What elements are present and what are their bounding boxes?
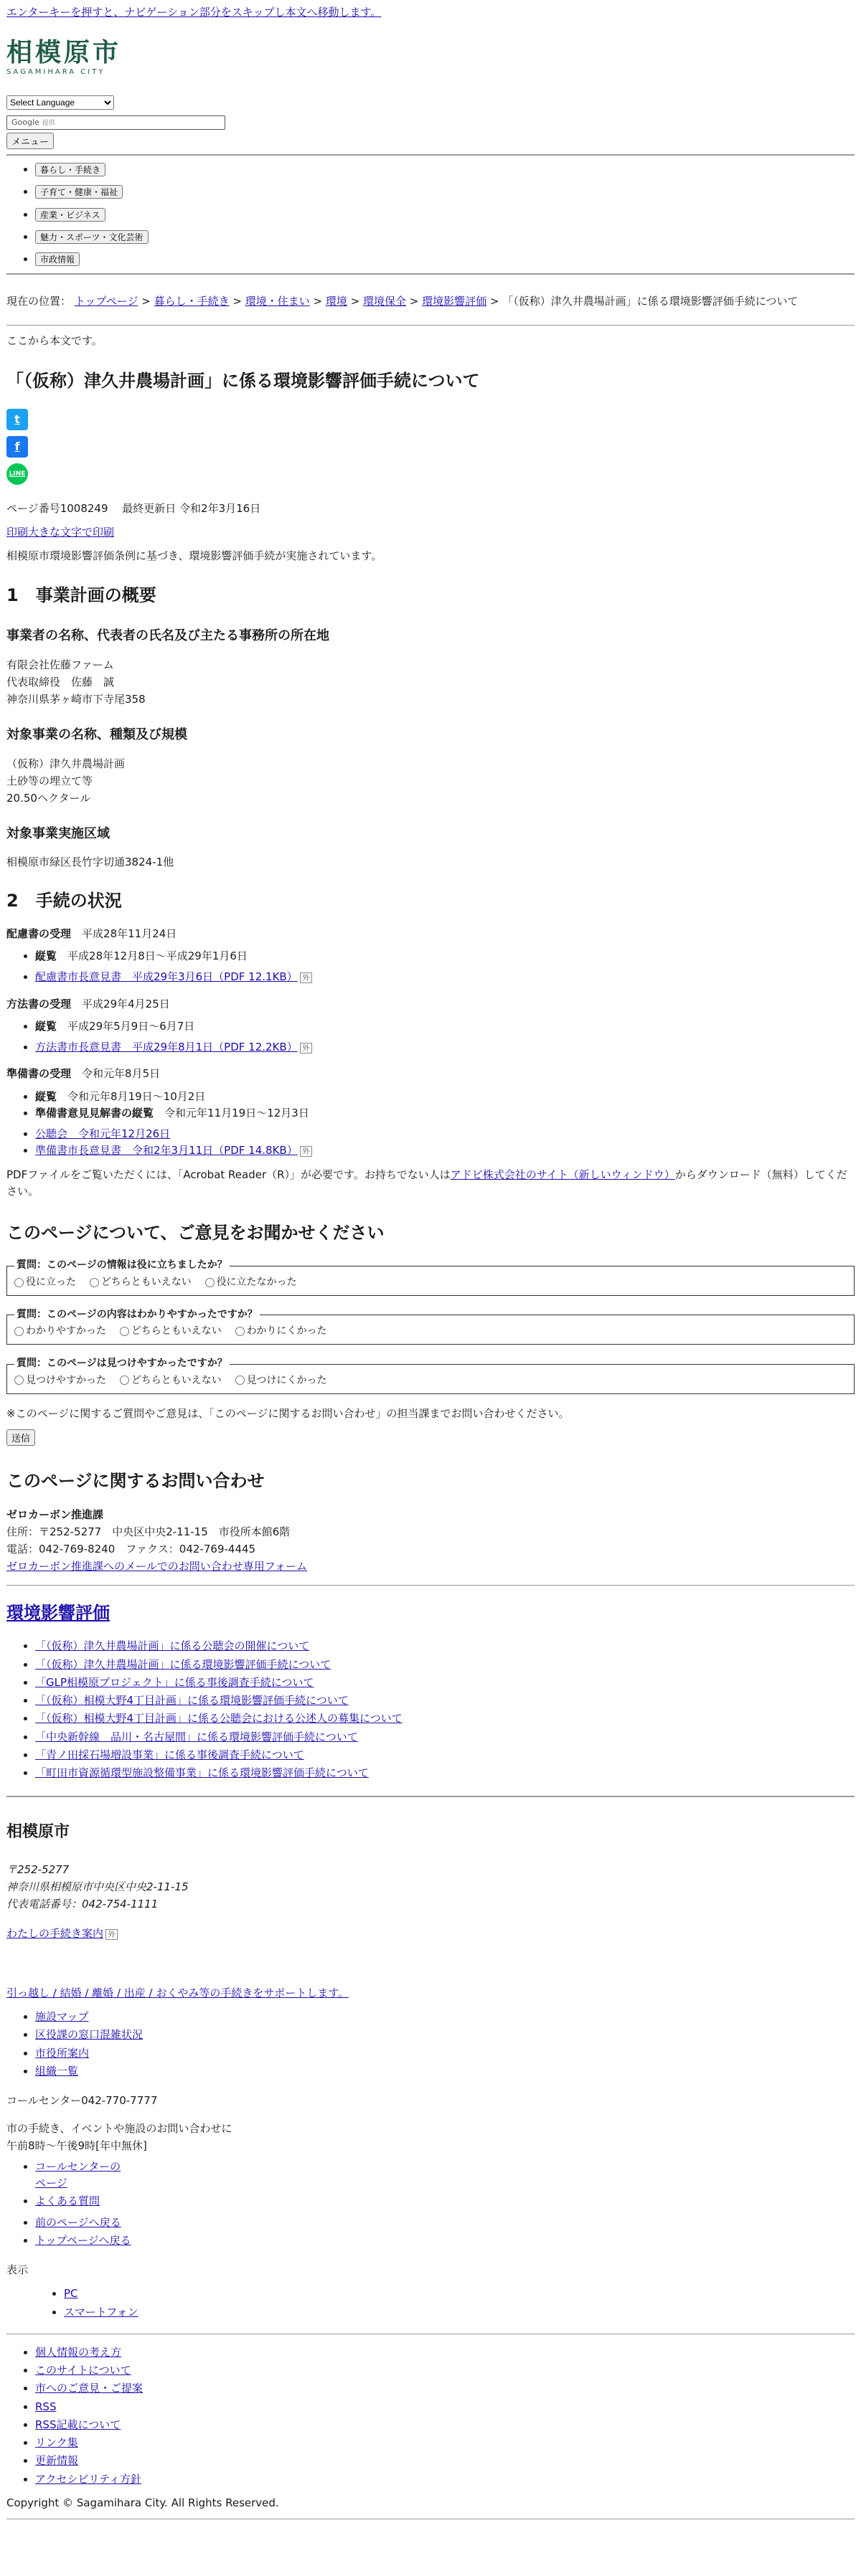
radio-button[interactable] — [90, 1278, 99, 1287]
list-item — [35, 1089, 855, 1105]
twitter-share-button[interactable] — [6, 409, 28, 430]
display-pc-link[interactable]: PC — [64, 2287, 78, 2301]
call-center-hours: 午前8時～午後9時[年中無休] — [6, 2139, 147, 2152]
business-heading: 事業者の名称、代表者の氏名及び主たる事務所の所在地 — [6, 628, 329, 643]
intro-text: 相模原市環境影響評価条例に基づき、環境影響評価手続が実施されています。 — [6, 549, 382, 563]
radio-option[interactable] — [90, 1277, 192, 1288]
list-item — [35, 1729, 855, 1746]
related-pages — [6, 1600, 855, 1781]
list-item — [35, 1675, 855, 1691]
procedure-guide-link[interactable]: わたしの手続き案内 — [6, 1926, 104, 1940]
related-link[interactable]: 「町田市資源循環型施設整備事業」に係る環境影響評価手続について — [35, 1766, 369, 1780]
external-icon: 外 — [300, 972, 312, 983]
stage-heading — [6, 926, 855, 942]
submit-button[interactable]: 送信 — [6, 1429, 35, 1446]
global-nav — [6, 161, 855, 267]
top-link[interactable]: トップページへ戻る — [35, 2233, 131, 2247]
footer-link[interactable]: 個人情報の考え方 — [35, 2345, 122, 2359]
section2-heading: 2 手続の状況 — [6, 890, 122, 911]
nav-industry[interactable]: 産業・ビジネス — [35, 208, 105, 222]
footer-link[interactable]: 区役課の窓口混雑状況 — [35, 2028, 144, 2042]
language-select[interactable] — [6, 95, 114, 110]
list-item — [35, 2045, 855, 2062]
list-item — [35, 2344, 855, 2361]
footer-link[interactable]: RSS — [35, 2400, 57, 2413]
breadcrumb-prefix: 現在の位置： — [6, 295, 72, 308]
copyright: Copyright © Sagamihara City. All Rights Reserved. — [6, 2496, 279, 2509]
call-center-desc: 市の手続き、イベントや施設のお問い合わせに — [6, 2122, 232, 2136]
skip-navigation-link[interactable]: エンターキーを押すと、ナビゲーション部分をスキップし本文へ移動します。 — [6, 6, 382, 19]
list-item — [35, 2362, 855, 2379]
breadcrumb: 現在の位置： トップページ > 暮らし・手続き > 環境・住まい > 環境 > 環境保全 > 環境影響評価 > 「（仮称）津久井農場計画」に係る環境影響評価手続について — [6, 295, 799, 308]
list-item — [35, 2009, 855, 2025]
external-icon: 外 — [300, 1146, 312, 1157]
feedback-question-1 — [6, 1258, 855, 1295]
call-center-link[interactable]: コールセンターの ページ — [35, 2159, 121, 2190]
list-item — [35, 1657, 855, 1673]
related-link[interactable]: 「（仮称）相模大野4丁目計画」に係る環境影響評価手続について — [35, 1694, 349, 1708]
pdf-note — [6, 1167, 855, 1201]
list-item — [35, 2453, 855, 2469]
radio-button[interactable] — [14, 1375, 24, 1385]
business-line: 代表取締役 佐藤 誠 — [6, 675, 115, 688]
footer-link[interactable]: RSS記載について — [35, 2418, 121, 2431]
footer-link[interactable]: このサイトについて — [35, 2364, 131, 2377]
area-text: 相模原市緑区長竹字切通3824-1他 — [6, 855, 174, 868]
footer-link[interactable]: リンク集 — [35, 2436, 78, 2450]
footer-address: 神奈川県相模原市中央区中央2-11-15 — [6, 1880, 189, 1893]
body-start-text: ここから本文です。 — [6, 333, 103, 347]
related-link[interactable]: 「（仮称）津久井農場計画」に係る公聴会の開催について — [35, 1639, 310, 1653]
twitter-icon: t — [14, 412, 20, 426]
breadcrumb-current: 「（仮称）津久井農場計画」に係る環境影響評価手続について — [502, 295, 799, 308]
business-line: 有限会社佐藤ファーム — [6, 658, 114, 671]
list-item — [35, 2063, 855, 2080]
radio-label: どちらともいえない — [131, 1325, 222, 1337]
google-label: Google — [11, 117, 39, 127]
question-legend: 質問：このページは見つけやすかったですか？ — [17, 1358, 227, 1370]
list-item — [35, 1638, 855, 1654]
list-item — [64, 2304, 855, 2321]
related-link[interactable]: 「（仮称）相模大野4丁目計画」に係る公聴会における公述人の募集について — [35, 1712, 403, 1725]
list-item — [35, 2159, 136, 2192]
radio-option[interactable] — [14, 1325, 106, 1337]
project-heading: 対象事業の名称、種類及び規模 — [6, 726, 187, 742]
related-link[interactable]: 「GLP相模原プロジェクト」に係る事後調査手続について — [35, 1675, 314, 1689]
footer-tel: 代表電話番号：042-754-1111 — [6, 1897, 159, 1910]
footer-link[interactable]: 市へのご意見・ご提案 — [35, 2382, 144, 2395]
stage-date: 平成29年4月25日 — [82, 997, 170, 1010]
related-link[interactable]: 「（仮称）津久井農場計画」に係る環境影響評価手続について — [35, 1657, 331, 1671]
facebook-icon: f — [14, 439, 20, 453]
facebook-share-button[interactable] — [6, 436, 28, 458]
business-line: 神奈川県茅ヶ崎市下寺尾358 — [6, 692, 146, 706]
print-link[interactable]: 印刷大きな文字で印刷 — [6, 526, 115, 539]
radio-button[interactable] — [14, 1327, 24, 1336]
business-info — [6, 656, 855, 708]
nav-childcare[interactable]: 子育て・健康・福祉 — [35, 185, 123, 199]
menu-button[interactable]: メニュー — [6, 133, 54, 149]
item-label: 縦覧 — [35, 950, 57, 963]
question-legend: 質問：このページの情報は役に立ちましたか？ — [17, 1259, 227, 1272]
radio-label: わかりにくかった — [246, 1325, 327, 1337]
stage-date: 令和元年8月5日 — [82, 1067, 161, 1081]
list-item — [35, 1765, 855, 1781]
project-line: 20.50ヘクタール — [6, 791, 91, 805]
list-item — [35, 969, 855, 985]
breadcrumb-link[interactable]: 環境・住まい — [245, 295, 310, 308]
item-text: 令和元年11月19日～12月3日 — [164, 1106, 309, 1119]
section1-heading: 1 事業計画の概要 — [6, 584, 156, 605]
page-meta: ページ番号1008249 最終更新日 令和2年3月16日 — [6, 501, 261, 515]
question-legend: 質問：このページの内容はわかりやすかったですか？ — [17, 1308, 258, 1320]
pdf-note-text: からダウンロード（無料）してください。 — [6, 1168, 847, 1198]
radio-label: どちらともいえない — [100, 1277, 192, 1289]
footer-link[interactable]: 組織一覧 — [35, 2064, 79, 2078]
contact-info — [6, 1506, 855, 1575]
logo-text: 相模原市 — [6, 37, 122, 68]
item-label: 準備書意見見解書の縦覧 — [35, 1106, 154, 1119]
google-provided-label: 提供 — [42, 119, 55, 127]
nav-living[interactable]: 暮らし・手続き — [35, 163, 105, 176]
breadcrumb-link[interactable]: 環境影響評価 — [422, 295, 487, 308]
radio-label: 役に立った — [26, 1277, 76, 1289]
breadcrumb-link[interactable]: トップページ — [74, 295, 138, 308]
external-icon: 外 — [300, 1043, 312, 1053]
site-logo[interactable] — [6, 39, 855, 78]
area-heading: 対象事業実施区域 — [6, 825, 110, 841]
external-icon: 外 — [105, 1929, 118, 1940]
display-smartphone-link[interactable]: スマートフォン — [64, 2305, 138, 2319]
footer-zip: 〒252-5277 — [6, 1862, 70, 1876]
footer-city-name: 相模原市 — [6, 1823, 70, 1842]
item-label: 縦覧 — [35, 1019, 57, 1033]
radio-label: わかりやすかった — [26, 1325, 106, 1337]
project-info — [6, 755, 855, 807]
related-link[interactable]: 「中央新幹線 品川・名古屋間」に係る環境影響評価手続について — [35, 1730, 358, 1743]
radio-label: 見つけにくかった — [246, 1374, 327, 1386]
list-item — [35, 2232, 855, 2249]
contact-heading: このページに関するお問い合わせ — [6, 1471, 265, 1492]
footer-link[interactable]: アクセシビリティ方針 — [35, 2472, 142, 2486]
list-item — [35, 2193, 855, 2210]
list-item — [35, 2215, 855, 2231]
call-center-number: コールセンター042-770-7777 — [6, 2094, 158, 2108]
related-link[interactable]: 「青ノ田採石場増設事業」に係る事後調査手続について — [35, 1748, 304, 1761]
stage-heading — [6, 996, 855, 1013]
search-input[interactable] — [6, 115, 225, 130]
list-item — [35, 2399, 855, 2415]
list-item — [35, 1692, 855, 1709]
radio-option[interactable] — [14, 1277, 76, 1288]
radio-label: 見つけやすかった — [26, 1374, 106, 1386]
feedback-heading: このページについて、ご意見をお聞かせください — [6, 1223, 385, 1244]
project-line: 土砂等の埋立て等 — [6, 774, 93, 787]
breadcrumb-link[interactable]: 環境 — [325, 295, 347, 308]
breadcrumb-link[interactable]: 環境保全 — [362, 295, 406, 308]
project-line: （仮称）津久井農場計画 — [6, 757, 126, 770]
radio-button[interactable] — [235, 1375, 245, 1385]
item-text: 平成29年5月9日～6月7日 — [67, 1019, 195, 1033]
contact-address: 住所：〒252-5277 中央区中央2-11-15 市役所本館6階 — [6, 1525, 291, 1539]
back-link[interactable]: 前のページへ戻る — [35, 2215, 121, 2229]
radio-option[interactable] — [205, 1277, 297, 1288]
related-heading-link[interactable]: 環境影響評価 — [6, 1603, 110, 1624]
contact-mail-link[interactable]: ゼロカーボン推進課へのメールでのお問い合わせ専用フォーム — [6, 1560, 307, 1573]
radio-label: 役に立たなかった — [216, 1277, 297, 1289]
hearing-link[interactable]: 公聴会 令和元年12月26日 — [35, 1127, 171, 1141]
stage-heading — [6, 1066, 855, 1082]
radio-label: どちらともいえない — [131, 1374, 222, 1386]
list-item — [35, 1105, 855, 1122]
list-item — [35, 2027, 855, 2043]
list-item — [35, 1018, 855, 1035]
list-item — [35, 1747, 855, 1763]
footer — [6, 1820, 855, 2519]
radio-button[interactable] — [205, 1278, 215, 1287]
item-label: 縦覧 — [35, 1089, 57, 1103]
breadcrumb-link[interactable]: 暮らし・手続き — [154, 295, 230, 308]
item-text: 令和元年8月19日～10月2日 — [67, 1089, 206, 1103]
faq-link[interactable]: よくある質問 — [35, 2194, 100, 2208]
page-title: 「（仮称）津久井農場計画」に係る環境影響評価手続について — [6, 370, 480, 391]
radio-button[interactable] — [235, 1327, 245, 1336]
nav-culture[interactable]: 魅力・スポーツ・文化芸術 — [35, 230, 149, 244]
pdf-link[interactable]: 準備書市長意見書 令和2年3月11日（PDF 14.8KB） — [35, 1144, 298, 1157]
pdf-note-text: PDFファイルをご覧いただくには、「Acrobat Reader（R）」が必要です。お持ちでない人は — [6, 1168, 451, 1181]
radio-button[interactable] — [14, 1278, 24, 1287]
line-icon: LINE — [9, 470, 26, 478]
radio-button[interactable] — [120, 1375, 129, 1385]
footer-link[interactable]: 更新情報 — [35, 2454, 79, 2468]
footer-link[interactable]: 施設マップ — [35, 2010, 89, 2024]
stage-date: 平成28年11月24日 — [82, 927, 177, 940]
stage-label: 準備書の受理 — [6, 1067, 72, 1081]
nav-municipal[interactable]: 市政情報 — [35, 252, 80, 266]
list-item — [35, 1039, 855, 1056]
feedback-question-3 — [6, 1356, 855, 1393]
list-item — [35, 2435, 855, 2451]
pdf-link[interactable]: 配慮書市長意見書 平成29年3月6日（PDF 12.1KB） — [35, 970, 298, 984]
stage-label: 配慮書の受理 — [6, 927, 72, 940]
list-item — [35, 2380, 855, 2397]
pdf-link[interactable]: 方法書市長意見書 平成29年8月1日（PDF 12.2KB） — [35, 1041, 298, 1054]
list-item — [64, 2286, 855, 2302]
logo-subtext: SAGAMIHARA CITY — [6, 68, 105, 77]
list-item — [35, 948, 855, 965]
radio-option[interactable] — [120, 1325, 222, 1337]
item-text: 平成28年12月8日～平成29年1月6日 — [67, 950, 248, 963]
radio-option[interactable] — [120, 1375, 222, 1386]
footer-link[interactable]: 市役所案内 — [35, 2046, 90, 2060]
display-label: 表示 — [6, 2263, 29, 2277]
feedback-question-2 — [6, 1307, 855, 1345]
radio-button[interactable] — [120, 1327, 129, 1336]
support-link[interactable]: 引っ越し / 結婚 / 離婚 / 出産 / おくやみ等の手続きをサポートします。 — [6, 1986, 349, 1999]
radio-option[interactable] — [14, 1375, 106, 1386]
radio-option[interactable] — [235, 1325, 327, 1337]
stage-label: 方法書の受理 — [6, 997, 72, 1010]
feedback-note: ※このページに関するご質問やご意見は、「このページに関するお問い合わせ」の担当課までお問い合わせください。 — [6, 1406, 570, 1420]
line-share-button[interactable] — [6, 463, 28, 485]
list-item — [35, 1142, 855, 1159]
list-item — [35, 2417, 855, 2433]
list-item — [35, 1126, 855, 1142]
contact-phone: 電話：042-769-8240 ファクス：042-769-4445 — [6, 1543, 256, 1556]
contact-dept: ゼロカーボン推進課 — [6, 1508, 104, 1522]
radio-option[interactable] — [235, 1375, 327, 1386]
list-item — [35, 2471, 855, 2488]
list-item — [35, 1710, 855, 1727]
adobe-link[interactable]: アドビ株式会社のサイト（新しいウィンドウ） — [450, 1168, 675, 1181]
